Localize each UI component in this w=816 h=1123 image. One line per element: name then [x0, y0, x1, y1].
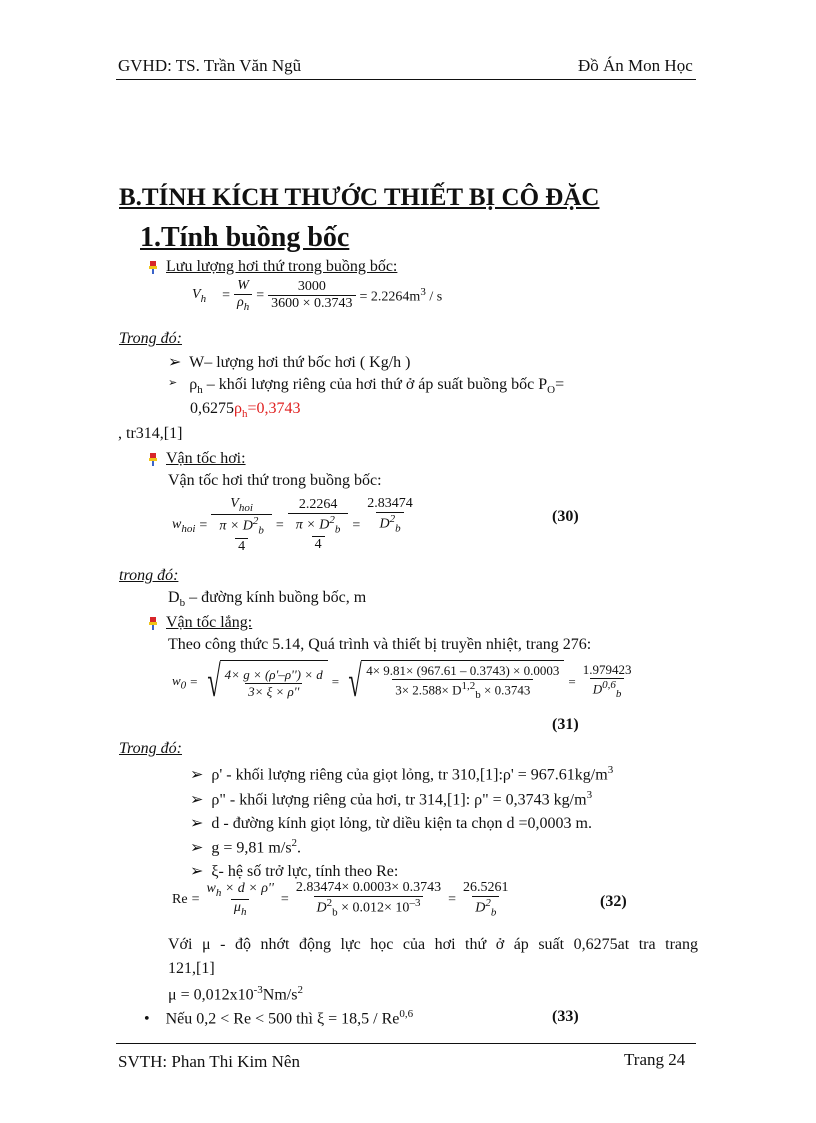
- where-label-3: Trong đó:: [119, 740, 182, 757]
- settling-velocity-equation: $w_0$ = √ $\frac{4\times g \times (\rho'-\rho'') \times d}{3\times \xi \times \rho''}$ = √ $\frac{4\times 9.81\times (967.61 - 0.3743) \times 0.0003}{3\times 2.588\times D^{1,2}_b \times 0.3743}$ = $\frac{1.979423}{D^{0,6}_b}$: [172, 657, 632, 706]
- equation-number-31: (31): [552, 716, 579, 733]
- vapor-velocity-title: Vận tốc hơi:: [166, 450, 246, 467]
- vapor-velocity-line: Vận tốc hơi thứ trong buồng bốc:: [168, 472, 382, 489]
- header-left: GVHD: TS. Trần Văn Ngũ: [118, 56, 302, 75]
- viscosity-line-2: 121,[1]: [168, 960, 215, 977]
- flow-rate-equation: $V_h$ = $\frac{W}{\rho_h}$ = $\frac{3000}{3600 \times 0.3743}$ = $2.2264m^3$ / s: [192, 278, 443, 313]
- arrow-bullet-icon: ➢: [168, 377, 178, 389]
- reference: , tr314,[1]: [118, 425, 183, 442]
- vapor-velocity-equation: $w_{hoi}$ = $\frac{V_{hoi}}{\frac{\pi \times D^2_b}{4}}$ = $\frac{2.2264}{\frac{\pi \times D^2_b}{4}}$ = $\frac{2.83474}{D^2_b}$: [172, 496, 413, 554]
- header-rule: [116, 79, 696, 80]
- condition-line: • Nếu 0,2 < Re < 500 thì ξ = 18,5 / Re$^{0,6}$: [144, 1008, 414, 1028]
- arrow-bullet-icon: ➢: [190, 839, 204, 857]
- header-right: Đồ Án Mon Học: [578, 56, 693, 75]
- bullet-icon: •: [144, 1010, 150, 1028]
- arrow-bullet-icon: ➢: [168, 354, 182, 371]
- equation-number-32: (32): [600, 893, 627, 910]
- arrow-bullet-icon: ➢: [190, 791, 204, 809]
- pushpin-icon: [146, 616, 160, 630]
- pushpin-icon: [146, 452, 160, 466]
- section-heading: B.TÍNH KÍCH THƯỚC THIẾT BỊ CÔ ĐẶC: [119, 184, 600, 211]
- equation-number-33: (33): [552, 1008, 579, 1025]
- list-item: ➢ ρ" - khối lượng riêng của hơi, tr 314,[1]: ρ" = 0,3743 $kg/m^3$: [190, 789, 593, 809]
- pushpin-icon: [146, 260, 160, 274]
- footer-rule: [116, 1043, 696, 1044]
- density-value: $0,6275\rho_h=0,3743$: [190, 400, 301, 421]
- list-item: ➢ g = 9,81 $m/s^2$.: [190, 837, 302, 857]
- arrow-bullet-icon: ➢: [190, 766, 204, 784]
- subsection-heading: 1.Tính buồng bốc: [140, 222, 350, 253]
- footer-page-number: Trang 24: [624, 1050, 686, 1069]
- where-label-1: Trong đó:: [119, 330, 182, 347]
- reynolds-equation: Re = $\frac{w_h \times d \times \rho''}{\mu_h}$ = $\frac{2.83474\times 0.0003\times 0.3743}{D^2_b \times 0.012\times 10^{-3}}$ = $\frac{26.5261}{D^2_b}$: [172, 880, 509, 919]
- arrow-bullet-icon: ➢: [190, 863, 204, 880]
- flow-rate-title: Lưu lượng hơi thứ trong buồng bốc:: [166, 258, 398, 275]
- list-item: ➢ W– lượng hơi thứ bốc hơi ( Kg/h ): [168, 354, 411, 371]
- list-item: ➢ ρ' - khối lượng riêng của giọt lỏng, tr 310,[1]:ρ' = $967.61kg/m^3$: [190, 764, 614, 784]
- viscosity-line-1: Với μ - độ nhớt động lực học của hơi thứ ở áp suất 0,6275at tra trang: [168, 936, 698, 953]
- list-item: ➢ $\rho_h$ – khối lượng riêng của hơi thứ ở áp suất buồng bốc $P_O=$: [168, 376, 565, 397]
- settling-velocity-title: Vận tốc lắng:: [166, 614, 253, 631]
- equation-number-30: (30): [552, 508, 579, 525]
- where-label-2: trong đó:: [119, 567, 179, 584]
- arrow-bullet-icon: ➢: [190, 815, 204, 832]
- settling-velocity-line: Theo công thức 5.14, Quá trình và thiết bị truyền nhiệt, trang 276:: [168, 636, 592, 653]
- list-item: ➢ d - đường kính giọt lỏng, từ diều kiện ta chọn d =0,0003 m.: [190, 815, 592, 832]
- list-item: ➢ ξ- hệ số trở lực, tính theo Re:: [190, 863, 399, 880]
- diameter-definition: $D_b$ – đường kính buồng bốc, m: [168, 589, 367, 610]
- viscosity-value: $\mu = 0,012x10^{-3}Nm/s^2$: [168, 984, 303, 1004]
- footer-left: SVTH: Phan Thi Kim Nên: [118, 1052, 300, 1071]
